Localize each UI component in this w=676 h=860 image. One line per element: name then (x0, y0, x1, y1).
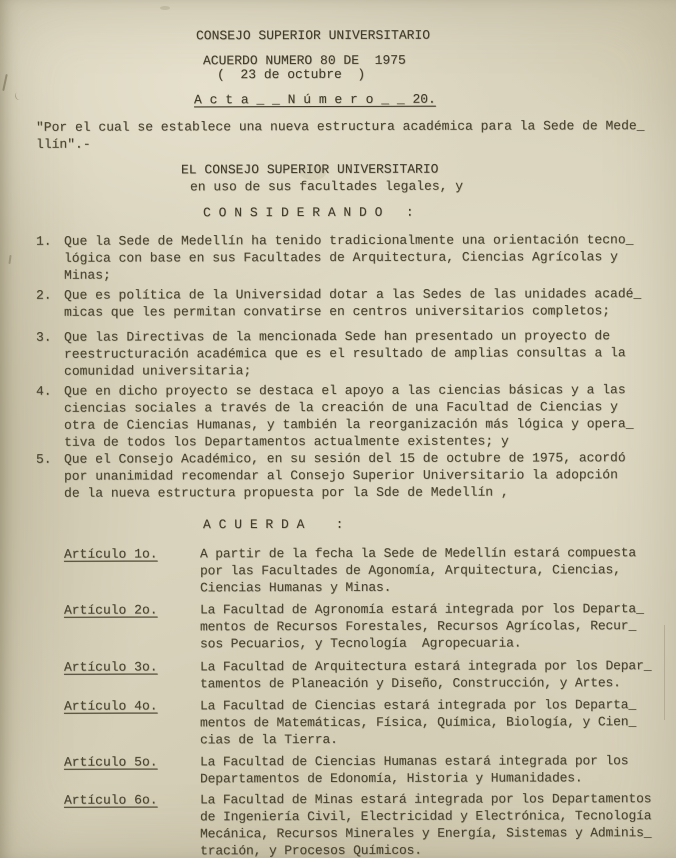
article-label: Artículo 5o. (63, 754, 158, 770)
article-label: Artículo 4o. (63, 698, 158, 714)
article-text: La Facultad de Agronomía estará integrada por los Departa_ mentos de Recursos Forestales, Recursos Agrícolas, Recur_ sos Pecuarios, y Tecnología Agropecuaria. (199, 601, 644, 652)
article-label: Artículo 6o. (63, 792, 158, 808)
article-text: A partir de la fecha la Sede de Medellín estará compuesta por las Facultades de Agonomía, Arquitectura, Ciencias, Ciencias Humanas y Minas. (199, 545, 637, 596)
acuerda-heading: A C U E R D A : (202, 516, 344, 533)
item-text: Que es política de la Universidad dotar a las Sedes de las unidades acadé_ micas que les permitan convatirse en centros universitarios completos; (63, 286, 642, 320)
considerando-item-5 (0, 449, 676, 519)
scan-mark (14, 91, 23, 101)
acta-number-line: A c t a _ _ N ú m e r o _ _ 20. (193, 91, 436, 108)
scan-mark (160, 6, 170, 10)
item-text: Que las Directivas de la mencionada Sede han presentado un proyecto de reestructuración académica que es el resultado de amplias consultas a la comunidad universitaria; (63, 328, 626, 379)
article-text: La Facultad de Ciencias estará integrada por los Departa_ mentos de Matemáticas, Física, Química, Biología, y Cien_ cias de la Tierra. (199, 697, 637, 748)
subject-paragraph: "Por el cual se establece una nueva estructura académica para la Sede de Mede_ llín".- (35, 118, 645, 152)
considerando-heading: C O N S I D E R A N D O : (202, 204, 414, 221)
item-number: 2. (35, 287, 52, 303)
council-heading: EL CONSEJO SUPERIOR UNIVERSITARIO (180, 161, 439, 178)
scan-mark (2, 74, 7, 91)
article-text: La Facultad de Arquitectura estará integrada por los Depar_ tamentos de Planeación y Diseño, Construcción, y Artes. (199, 658, 652, 692)
item-number: 1. (35, 233, 52, 249)
article-label: Artículo 1o. (63, 546, 158, 562)
item-text: Que el Consejo Académico, en su sesión del 15 de octubre de 1975, acordó por unanimidad recomendar al Consejo Superior Universitario la adopción de la nueva estructura propuesta por la Sde de Medellín , (63, 450, 626, 501)
article-row-6 (0, 790, 676, 860)
council-subheading: en uso de sus facultades legales, y (189, 178, 464, 195)
org-title: CONSEJO SUPERIOR UNIVERSITARIO (195, 27, 431, 44)
item-number: 3. (35, 329, 52, 345)
article-text: La Facultad de Minas estará integrada por los Departamentos de Ingeniería Civil, Electricidad y Electrónica, Tecnología Mecánica, Recursos Minerales y Energía, Sistemas y Adminis_ tración, y Procesos Químicos. (199, 791, 652, 859)
acuerdo-number-line: ACUERDO NUMERO 80 DE 1975 (202, 52, 406, 69)
item-number: 5. (35, 451, 52, 467)
article-text: La Facultad de Ciencias Humanas estará integrada por los Departamentos de Edonomía, Historia y Humanidades. (199, 753, 629, 787)
item-text: Que en dicho proyecto se destaca el apoyo a las ciencias básicas y a las ciencias sociales a través de la creación de una Facultad de Ciencias y otra de Ciencias Humanas, y también la reorganización más lógica y opera_ tiva de todos los Departamentos actualmente existentes; y (63, 382, 634, 450)
date-line: ( 23 de octubre ) (216, 66, 366, 83)
article-label: Artículo 2o. (63, 602, 158, 618)
item-number: 4. (35, 383, 52, 399)
item-text: Que la Sede de Medellín ha tenido tradicionalmente una orientación tecno_ lógica con base en sus Facultades de Arquitectura, Ciencias Agrícolas y Minas; (63, 232, 634, 283)
article-label: Artículo 3o. (63, 659, 158, 675)
considerando-item-4 (0, 381, 676, 451)
